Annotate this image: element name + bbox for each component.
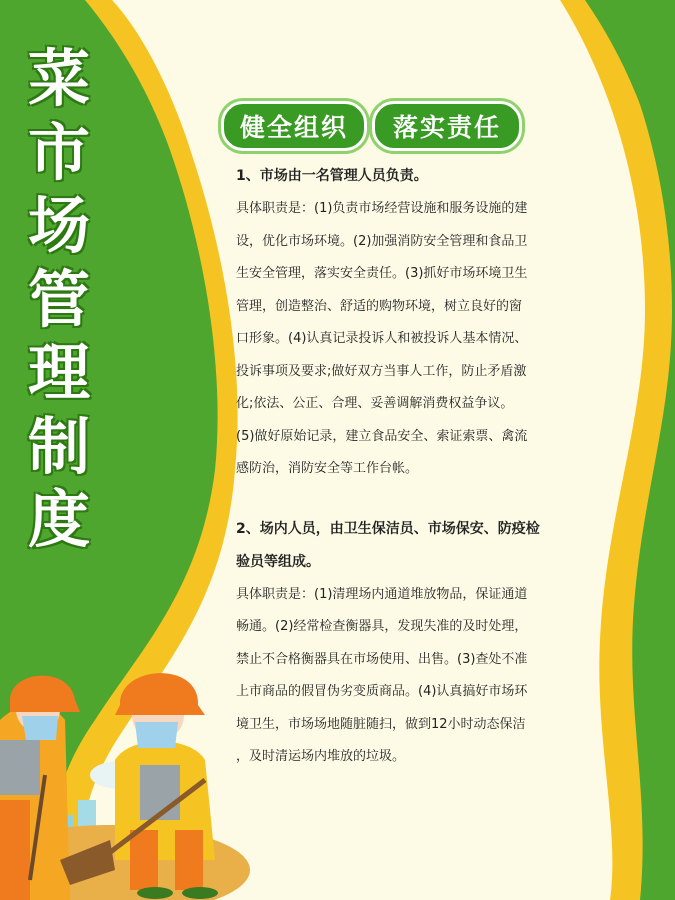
vertical-title <box>22 42 96 557</box>
title-char: 理 <box>27 336 90 409</box>
section2-line: 畅通。(2)经常检查衡器具，发现失准的及时处理， <box>236 619 528 634</box>
banner-left-text: 健全组织 <box>239 113 348 142</box>
section1-line: 化;依法、公正、合理、妥善调解消费权益争议。 <box>236 396 514 411</box>
title-char: 度 <box>27 483 90 556</box>
title-char: 市 <box>27 115 90 189</box>
banner-pill-right <box>372 101 522 151</box>
section1-line: 感防治，消防安全等工作台帐。 <box>236 461 419 476</box>
section1-line: 管理，创造整治、舒适的购物环境，树立良好的窗 <box>236 298 523 314</box>
section2-line: ，及时清运场内堆放的垃圾。 <box>236 749 406 764</box>
content-body <box>236 160 566 774</box>
banner-right-text: 落实责任 <box>392 113 501 142</box>
section2-heading: 2、场内人员，由卫生保洁员、市场保安、防疫检 <box>236 520 540 537</box>
section1-line: 设，优化市场环境。(2)加强消防安全管理和食品卫 <box>236 233 528 249</box>
title-char: 制 <box>27 409 90 483</box>
section2-line: 禁止不合格衡器具在市场使用、出售。(3)查处不准 <box>236 651 528 667</box>
title-char: 管 <box>27 262 90 336</box>
section1-line: (5)做好原始记录，建立食品安全、索证索票、禽流 <box>236 428 528 444</box>
section1-line: 投诉事项及要求;做好双方当事人工作，防止矛盾激 <box>236 363 527 379</box>
banner-pill-left <box>221 101 367 151</box>
section2-line: 具体职责是：(1)清理场内通道堆放物品，保证通道 <box>236 586 528 602</box>
section1-line: 生安全管理，落实安全责任。(3)抓好市场环境卫生 <box>236 266 528 281</box>
title-char: 场 <box>27 189 90 262</box>
section1-heading: 1、市场由一名管理人员负责。 <box>236 168 428 184</box>
section1-line: 口形象。(4)认真记录投诉人和被投诉人基本情况、 <box>236 331 528 346</box>
section2-line: 境卫生，市场场地随脏随扫，做到12小时动态保洁 <box>236 716 526 732</box>
section2-line: 上市商品的假冒伪劣变质商品。(4)认真搞好市场环 <box>236 684 528 699</box>
title-char: 菜 <box>27 42 90 115</box>
section1-line: 具体职责是：(1)负责市场经营设施和服务设施的建 <box>236 201 528 216</box>
section2-heading: 验员等组成。 <box>236 553 320 570</box>
